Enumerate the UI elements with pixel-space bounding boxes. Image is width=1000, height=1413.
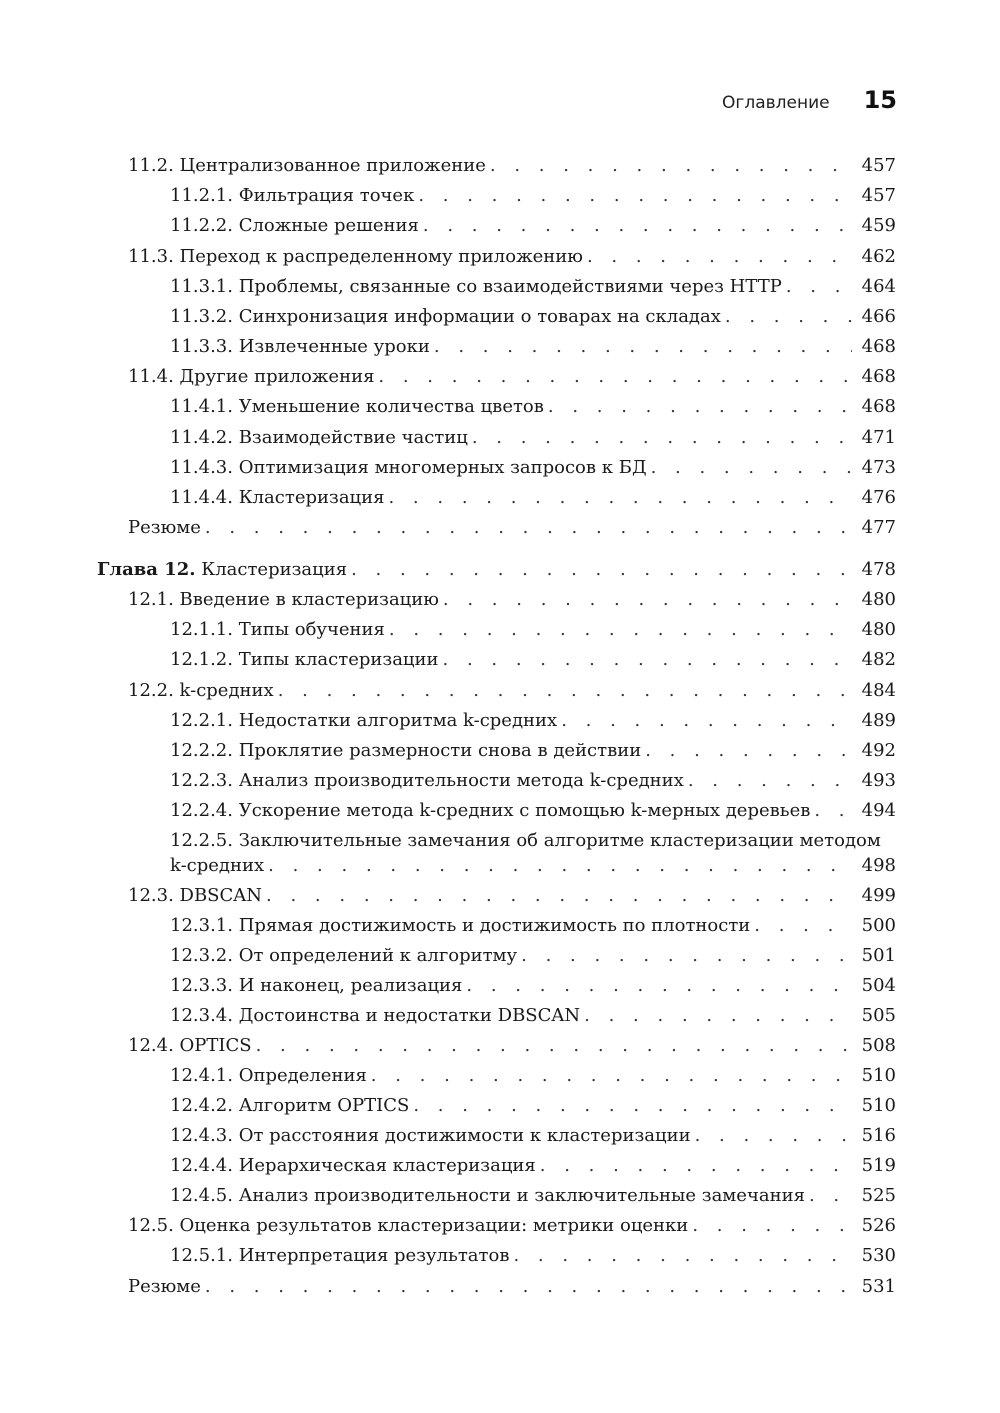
toc-leader <box>584 1004 852 1028</box>
toc-leader <box>423 214 852 238</box>
toc-entry-title: 12.3. DBSCAN <box>128 885 263 906</box>
toc-entry-page: 459 <box>861 215 896 236</box>
toc-entry-page: 510 <box>861 1095 896 1116</box>
toc-entry-title: 12.4.4. Иерархическая кластеризация <box>170 1155 536 1176</box>
toc-entry-page: 530 <box>861 1245 896 1266</box>
toc-leader <box>378 365 852 389</box>
toc-leader <box>490 154 852 178</box>
toc-entry-title: 11.4.3. Оптимизация многомерных запросов к БД <box>170 457 647 478</box>
toc-entry-title: Резюме <box>128 517 201 538</box>
toc-entry-title: 12.2.1. Недостатки алгоритма k-средних <box>170 710 558 731</box>
toc-entry-title: 11.3.1. Проблемы, связанные со взаимодействиями через HTTP <box>170 276 782 297</box>
toc-entry-title: 11.4.1. Уменьшение количества цветов <box>170 396 544 417</box>
toc-entry-title: 12.3.1. Прямая достижимость и достижимость по плотности <box>170 915 751 936</box>
toc-entry-title: 12.1.1. Типы обучения <box>170 619 385 640</box>
toc-entry-title-line1: 12.2.5. Заключительные замечания об алгоритме кластеризации методом <box>170 830 881 851</box>
toc-entry-title: 12.4. OPTICS <box>128 1035 252 1056</box>
toc-leader <box>434 335 852 359</box>
toc-entry-title: 12.4.2. Алгоритм OPTICS <box>170 1095 410 1116</box>
toc-entry-title: 11.2.1. Фильтрация точек <box>170 185 415 206</box>
toc-entry-page: 492 <box>861 740 896 761</box>
toc-leader <box>692 1214 852 1238</box>
toc-entry-page: 510 <box>861 1065 896 1086</box>
toc-entry-page: 464 <box>861 276 896 297</box>
toc-leader <box>645 739 852 763</box>
toc-entry-page: 462 <box>861 246 896 267</box>
running-header <box>722 86 897 114</box>
toc-leader <box>561 709 852 733</box>
header-page-number: 15 <box>863 86 897 114</box>
toc-entry-page: 525 <box>861 1185 896 1206</box>
toc-entry-page: 494 <box>861 800 896 821</box>
toc-entry-title: 11.3.3. Извлеченные уроки <box>170 336 430 357</box>
toc-entry-page: 466 <box>861 306 896 327</box>
toc-leader <box>205 1275 852 1299</box>
toc-entry-title: 12.2.2. Проклятие размерности снова в действии <box>170 740 642 761</box>
toc-entry-page: 505 <box>861 1005 896 1026</box>
toc-leader <box>371 1064 852 1088</box>
toc-leader <box>413 1094 852 1118</box>
toc-leader <box>351 558 852 582</box>
toc-leader <box>521 944 852 968</box>
toc-entry-page: 504 <box>861 975 896 996</box>
toc-leader <box>443 588 852 612</box>
toc-leader <box>651 456 852 480</box>
toc-entry-title: 11.4. Другие приложения <box>128 366 375 387</box>
toc-entry-page: 531 <box>861 1276 896 1297</box>
toc-entry-title: 12.3.3. И наконец, реализация <box>170 975 463 996</box>
toc-leader <box>809 1184 852 1208</box>
toc-leader <box>814 799 852 823</box>
toc-chapter-label: Глава 12. <box>97 559 196 580</box>
toc-entry-page: 489 <box>861 710 896 731</box>
toc-entry-title: 12.4.1. Определения <box>170 1065 367 1086</box>
toc-entry-title: 12.2.3. Анализ производительности метода k-средних <box>170 770 684 791</box>
toc-entry-title: 12.5.1. Интерпретация результатов <box>170 1245 510 1266</box>
toc-entry-title: Кластеризация <box>201 559 348 580</box>
toc-leader <box>256 1034 852 1058</box>
toc-leader <box>725 305 852 329</box>
toc-leader <box>513 1244 852 1268</box>
toc-leader <box>540 1154 852 1178</box>
toc-leader <box>278 679 852 703</box>
toc-entry-title: 12.1. Введение в кластеризацию <box>128 589 439 610</box>
header-title: Оглавление <box>722 93 830 113</box>
toc-entry-title: 12.4.3. От расстояния достижимости к кластеризации <box>170 1125 691 1146</box>
toc-leader <box>443 648 853 672</box>
toc-entry-page: 468 <box>861 336 896 357</box>
toc-entry-title: 11.4.2. Взаимодействие частиц <box>170 427 468 448</box>
toc-entry-title: 12.3.4. Достоинства и недостатки DBSCAN <box>170 1005 581 1026</box>
toc-entry-title: 11.2. Централизованное приложение <box>128 155 486 176</box>
toc-leader <box>754 914 852 938</box>
toc-leader <box>418 184 852 208</box>
toc-entry-title: 11.2.2. Сложные решения <box>170 215 419 236</box>
toc-leader <box>389 618 852 642</box>
toc-entry-title: 12.4.5. Анализ производительности и заключительные замечания <box>170 1185 805 1206</box>
toc-leader <box>688 769 852 793</box>
toc-entry-title: 11.3.2. Синхронизация информации о товарах на складах <box>170 306 721 327</box>
toc-entry-title: 12.3.2. От определений к алгоритму <box>170 945 518 966</box>
toc-entry-page: 478 <box>861 559 896 580</box>
toc-entry-title: 12.2.4. Ускорение метода k-средних с помощью k-мерных деревьев <box>170 800 811 821</box>
toc-entry-page: 457 <box>861 155 896 176</box>
toc-entry-page: 500 <box>861 915 896 936</box>
toc-leader <box>587 245 852 269</box>
toc-entry-page: 476 <box>861 487 896 508</box>
toc-entry-title: 12.1.2. Типы кластеризации <box>170 649 439 670</box>
toc-entry-page: 501 <box>861 945 896 966</box>
toc-entry-page: 508 <box>861 1035 896 1056</box>
toc-leader <box>695 1124 852 1148</box>
toc-entry-page: 471 <box>861 427 896 448</box>
toc-entry-title: 11.4.4. Кластеризация <box>170 487 385 508</box>
toc-entry-page: 519 <box>861 1155 896 1176</box>
toc-leader <box>548 395 852 419</box>
toc-leader <box>388 486 852 510</box>
toc-entry-page: 480 <box>861 619 896 640</box>
toc-leader <box>786 275 852 299</box>
toc-leader <box>472 426 852 450</box>
toc-leader <box>268 854 852 878</box>
toc-entry-title: 11.3. Переход к распределенному приложению <box>128 246 583 267</box>
toc-leader <box>266 884 852 908</box>
toc-entry-title: 12.2. k-средних <box>128 680 274 701</box>
toc-entry-page: 457 <box>861 185 896 206</box>
toc-entry-page: 482 <box>861 649 896 670</box>
toc-entry-page: 499 <box>861 885 896 906</box>
toc-entry-title: Резюме <box>128 1276 201 1297</box>
toc-entry-page: 473 <box>861 457 896 478</box>
toc-entry-page: 477 <box>861 517 896 538</box>
toc-entry-page: 526 <box>861 1215 896 1236</box>
toc-leader <box>466 974 852 998</box>
toc-entry-title: 12.5. Оценка результатов кластеризации: метрики оценки <box>128 1215 689 1236</box>
toc-leader <box>205 516 852 540</box>
toc-entry-page: 468 <box>861 366 896 387</box>
toc-entry-page: 484 <box>861 680 896 701</box>
toc-entry-page: 516 <box>861 1125 896 1146</box>
toc-entry-page: 498 <box>861 855 896 876</box>
toc-entry-title-line2: k-средних <box>170 855 265 876</box>
toc-entry-page: 468 <box>861 396 896 417</box>
toc-entry-page: 480 <box>861 589 896 610</box>
toc-entry-page: 493 <box>861 770 896 791</box>
